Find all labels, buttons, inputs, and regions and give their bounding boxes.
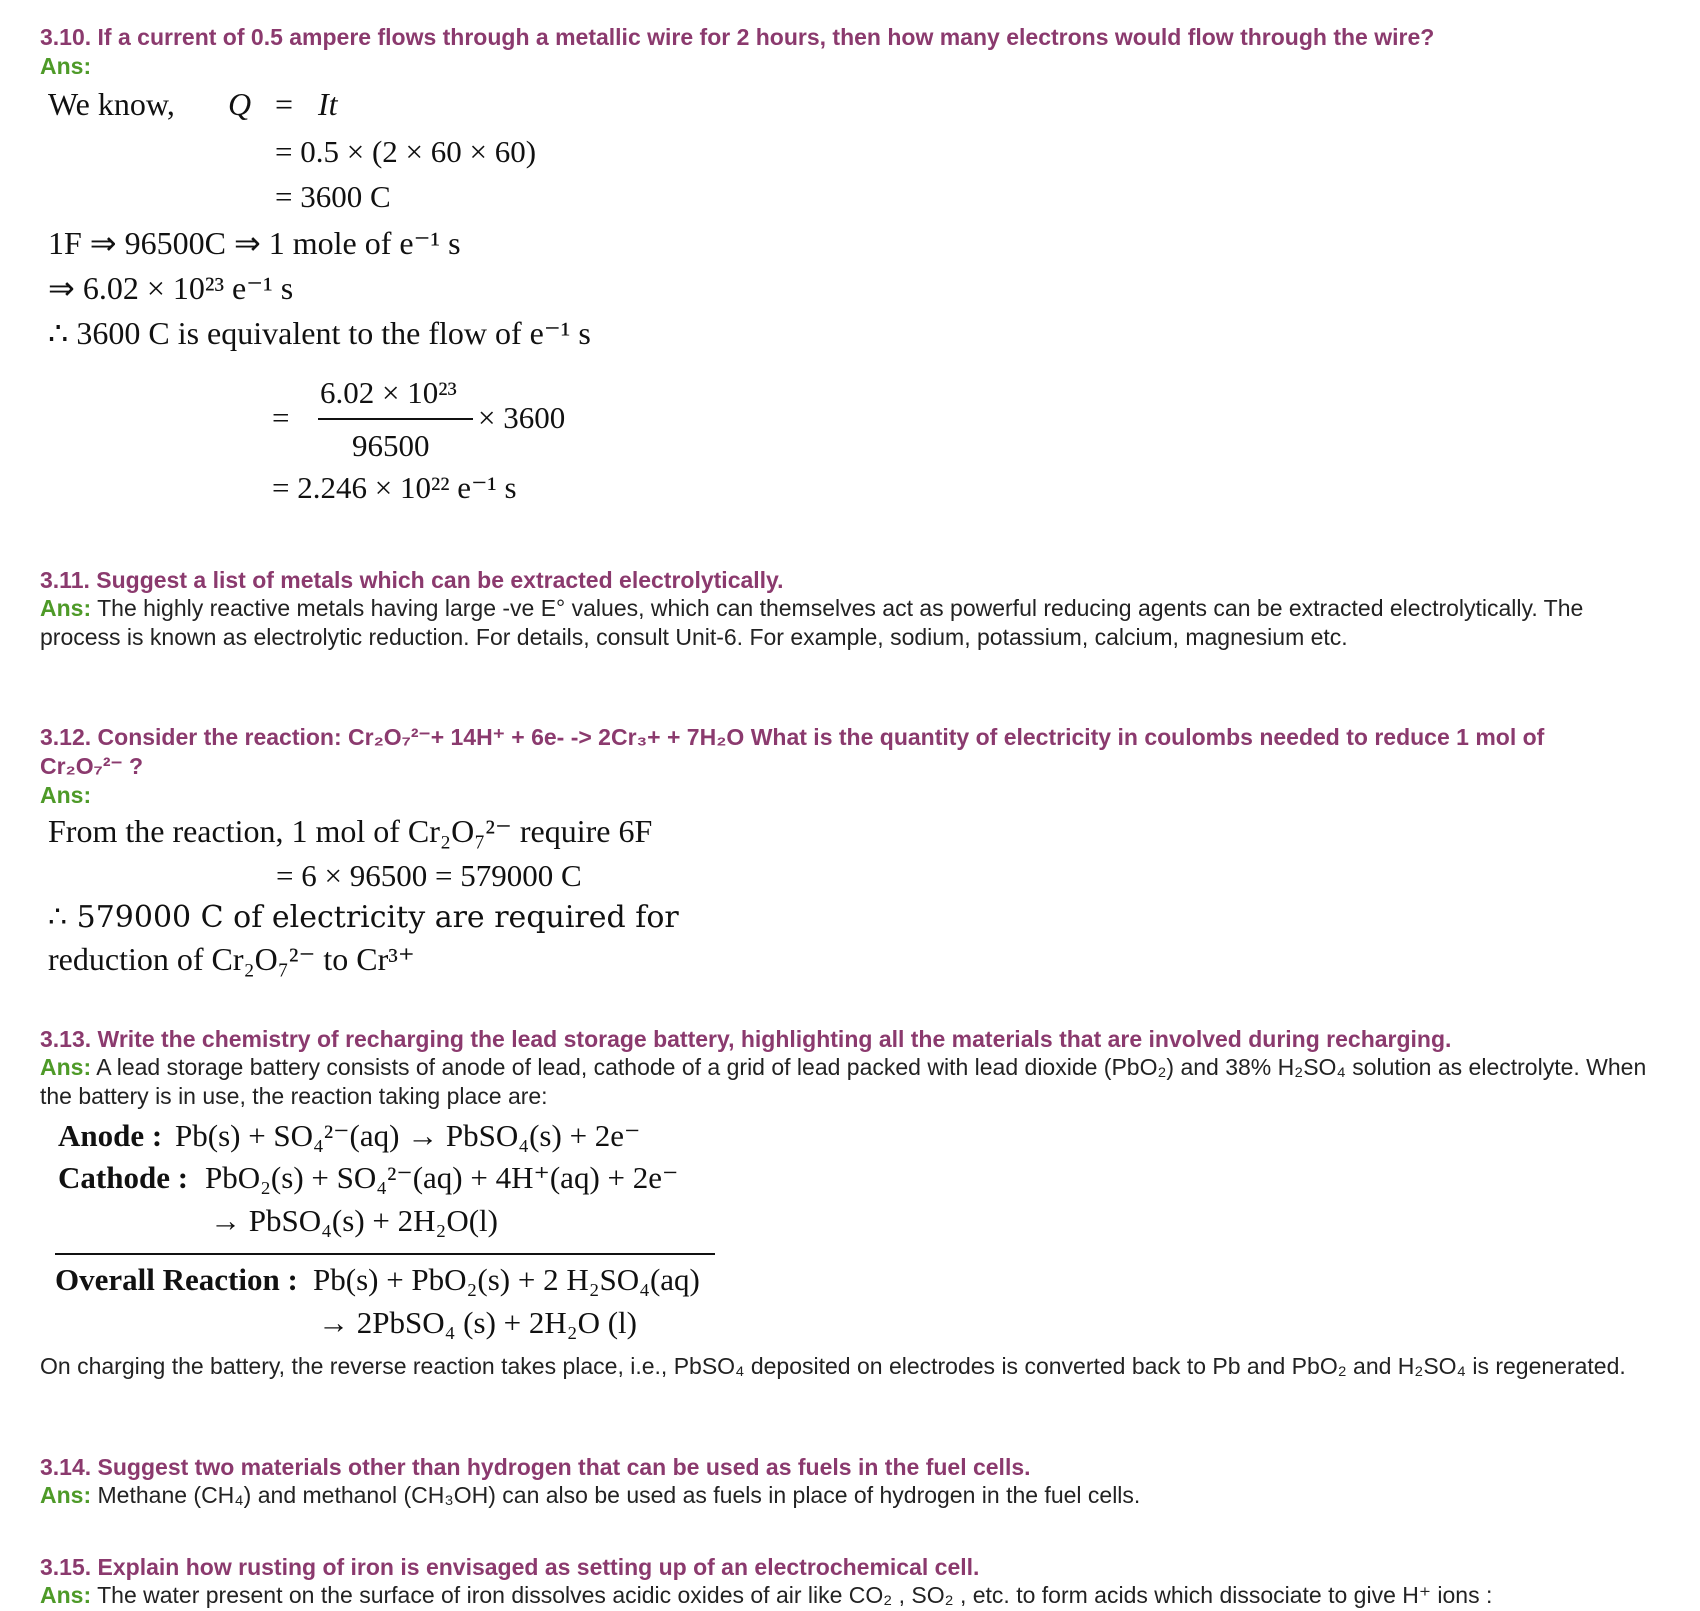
answer-3-15: Ans: The water present on the surface of iron dissolves acidic oxides of air like CO₂ , SO₂ , etc. to form acids which dissociate to give H⁺ ions :: [40, 1582, 1493, 1608]
answer-label-3-12: Ans:: [40, 782, 92, 808]
answer-3-13-after: On charging the battery, the reverse reaction takes place, i.e., PbSO₄ deposited on electrodes is converted back to Pb and PbO₂ and H₂SO₄ is regenerated.: [40, 1353, 1626, 1379]
fraction-multiplier: × 3600: [478, 400, 566, 435]
fraction-bar: [318, 418, 473, 420]
cathode-label: Cathode :: [58, 1160, 189, 1195]
solution-line: 1F ⇒ 96500C ⇒ 1 mole of e⁻¹ s: [48, 225, 461, 261]
solution-line: ∴ 3600 C is equivalent to the flow of e⁻¹ s: [48, 315, 591, 351]
cathode-reaction: PbO₂(s) + SO₄²⁻(aq) + 4H⁺(aq) + 2e⁻: [205, 1160, 679, 1195]
fraction-denominator: 96500: [352, 428, 430, 463]
solution-line: reduction of Cr₂O₇²⁻ to Cr³⁺: [48, 941, 415, 977]
solution-line: It: [318, 86, 338, 122]
solution-line: = 0.5 × (2 × 60 × 60): [275, 134, 537, 169]
anode-label: Anode :: [58, 1118, 163, 1153]
question-3-12: 3.12. Consider the reaction: Cr₂O₇²⁻+ 14H⁺ + 6e- -> 2Cr₃+ + 7H₂O What is the quantity of electricity in coulombs needed to reduce 1 mol of Cr₂O₇²⁻ ?: [40, 724, 1545, 779]
solution-line: = 3600 C: [275, 179, 391, 214]
solution-line: = 2.246 × 10²² e⁻¹ s: [272, 470, 517, 505]
solution-line: Q: [228, 86, 252, 122]
solution-line: We know,: [48, 86, 175, 122]
solution-line: =: [275, 86, 294, 122]
overall-reaction: Pb(s) + PbO₂(s) + 2 H₂SO₄(aq): [313, 1262, 700, 1297]
reaction-divider: [55, 1253, 715, 1255]
answer-3-14: Ans: Methane (CH₄) and methanol (CH₃OH) can also be used as fuels in place of hydrogen in the fuel cells.: [40, 1482, 1141, 1508]
answer-3-13: Ans: A lead storage battery consists of anode of lead, cathode of a grid of lead packed with lead dioxide (PbO₂) and 38% H₂SO₄ solution as electrolyte. When the battery is in use, the reaction taking place are:: [40, 1054, 1647, 1109]
question-3-10: 3.10. If a current of 0.5 ampere flows through a metallic wire for 2 hours, then how many electrons would flow through the wire?: [40, 24, 1435, 50]
fraction-equals: =: [272, 400, 290, 435]
overall-reaction-cont: → 2PbSO₄ (s) + 2H₂O (l): [318, 1305, 637, 1340]
question-3-14: 3.14. Suggest two materials other than hydrogen that can be used as fuels in the fuel cells.: [40, 1454, 1031, 1480]
question-3-13: 3.13. Write the chemistry of recharging the lead storage battery, highlighting all the materials that are involved during recharging.: [40, 1026, 1452, 1052]
answer-label-3-10: Ans:: [40, 53, 92, 79]
fraction-numerator: 6.02 × 10²³: [320, 375, 457, 410]
solution-line: From the reaction, 1 mol of Cr₂O₇²⁻ require 6F: [48, 813, 653, 849]
solution-line: = 6 × 96500 = 579000 C: [276, 858, 582, 893]
overall-label: Overall Reaction :: [55, 1262, 298, 1297]
answer-3-11: Ans: The highly reactive metals having large -ve E° values, which can themselves act as powerful reducing agents can be extracted electrolytically. The process is known as electrolytic reduction. For details, consult Unit-6. For example, sodium, potassium, calcium, magnesium etc.: [40, 595, 1584, 650]
solution-line: ∴ 579000 C of electricity are required for: [48, 900, 679, 935]
anode-reaction: Pb(s) + SO₄²⁻(aq) → PbSO₄(s) + 2e⁻: [175, 1118, 641, 1153]
cathode-reaction-cont: → PbSO₄(s) + 2H₂O(l): [210, 1203, 498, 1238]
solution-line: ⇒ 6.02 × 10²³ e⁻¹ s: [48, 270, 294, 306]
question-3-11: 3.11. Suggest a list of metals which can be extracted electrolytically.: [40, 567, 784, 593]
question-3-15: 3.15. Explain how rusting of iron is envisaged as setting up of an electrochemical cell.: [40, 1554, 980, 1580]
